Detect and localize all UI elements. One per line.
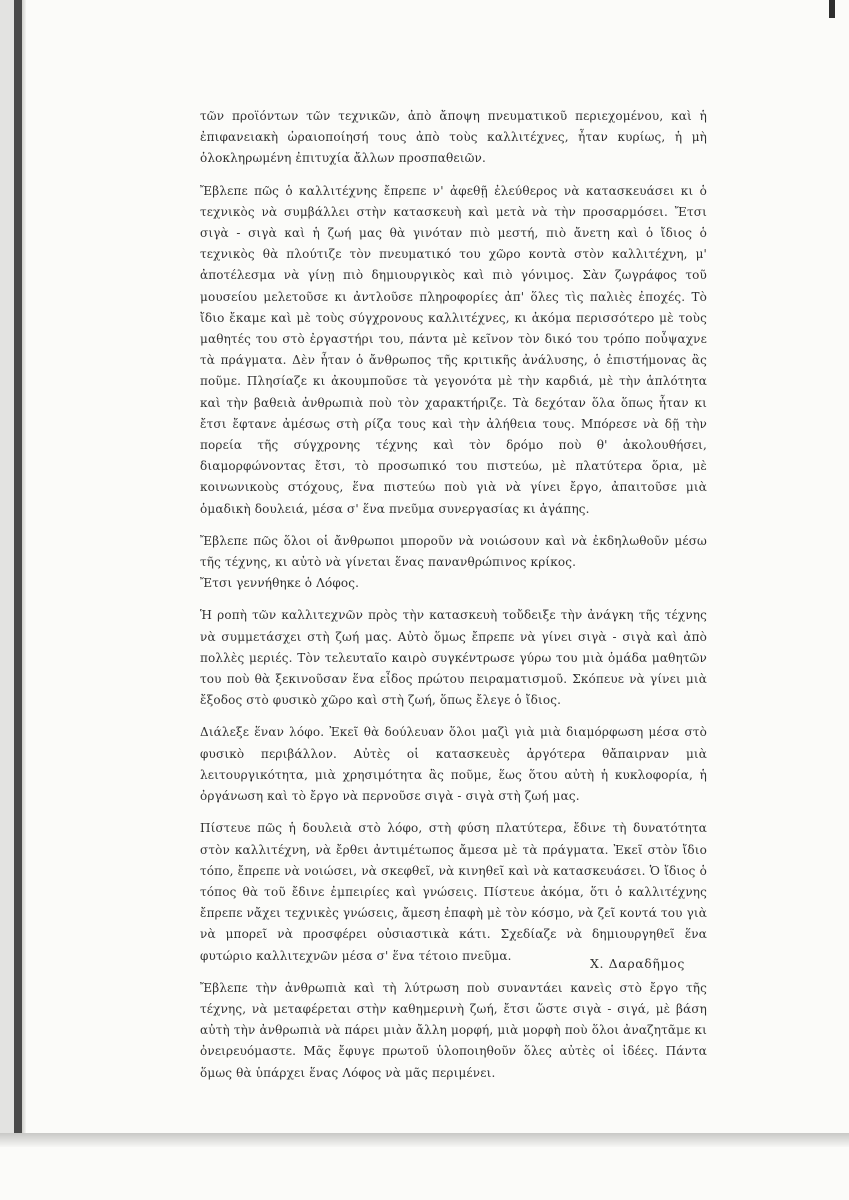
paragraph-3: Ἔβλεπε πῶς ὅλοι οἱ ἄνθρωποι μποροῦν νὰ νοιώσουν καὶ νὰ ἐκδηλωθοῦν μέσω τῆς τέχνης, κι αὐτὸ νὰ γίνεται ἕνας πανανθρώπινος κρίκος. bbox=[200, 533, 707, 570]
paragraph-5: Ἡ ροπὴ τῶν καλλιτεχνῶν πρὸς τὴν κατασκευὴ τοὔδειξε τὴν ἀνάγκη τῆς τέχνης νὰ συμμετάσχει στὴ ζωή μας. Αὐτὸ ὅμως ἔπρεπε νὰ γίνει σιγὰ - σιγὰ καὶ ἀπὸ πολλὲς μεριές. Τὸν τελευταῖο καιρὸ συγκέντρωσε γύρω του μιὰ ὁμάδα μαθητῶν του ποὺ θὰ ξεκινοῦσαν ἕνα εἶδος πρώτου πειραματισμοῦ. Σκόπευε νὰ γίνει μιὰ ἔξοδος στὸ φυσικὸ χῶρο καὶ στὴ ζωή, ὅπως ἔλεγε ὁ ἴδιος. bbox=[200, 608, 707, 708]
paragraph-2: Ἔβλεπε πῶς ὁ καλλιτέχνης ἔπρεπε ν' ἀφεθῇ ἐλεύθερος νὰ κατασκευάσει κι ὁ τεχνικὸς νὰ συμβάλλει στὴν κατασκευὴ καὶ μετὰ νὰ τὴν προσαρμόσει. Ἔτσι σιγὰ - σιγὰ καὶ ἡ ζωή μας θὰ γινόταν πιὸ μεστή, πιὸ ἄνετη καὶ ὁ ἴδιος ὁ τεχνικὸς θὰ πλούτιζε τὸν πνευματικό του χῶρο κοντὰ στὸν καλλιτέχνη, μ' ἀποτέλεσμα νὰ γίνῃ πιὸ δημιουργικὸς καὶ πιὸ γόνιμος. Σὰν ζωγράφος τοῦ μουσείου μελετοῦσε κι ἀντλοῦσε πληροφορίες ἀπ' ὅλες τὶς παλιὲς ἐποχές. Τὸ ἴδιο ἔκαμε καὶ μὲ τοὺς σύγχρονους καλλιτέχνες, κι ἀκόμα περισσότερο μὲ τοὺς μαθητές του στὸ ἐργαστήρι του, πάντα μὲ κεῖνον τὸν δικό του τρόπο ποὖψαχνε τὰ πράγματα. Δὲν ἦταν ὁ ἄνθρωπος τῆς κριτικῆς ἀνάλυσης, ὁ ἐπιστήμονας ἂς ποῦμε. Πλησίαζε κι ἀκουμποῦσε τὰ γεγονότα μὲ τὴν καρδιά, μὲ τὴν ἁπλότητα καὶ τὴν βαθειὰ ἀνθρωπιὰ ποὺ τὸν χαρακτήριζε. Τὰ δεχόταν ὅλα ὅπως ἦταν κι ἔτσι ἔφτανε ἀμέσως στὴ ρίζα τους καὶ τὴν ἀλήθεια τους. Μπόρεσε νὰ δῇ τὴν πορεία τῆς σύγχρονης τέχνης καὶ τὸν δρόμο ποὺ θ' ἀκολουθήσει, διαμορφώνοντας ἔτσι, τὸ προσωπικό του πιστεύω, μὲ πλατύτερα ὅρια, μὲ κοινωνικοὺς στόχους, ἕνα πιστεύω ποὺ γιὰ νὰ γίνει ἔργο, ἀπαιτοῦσε μιὰ ὁμαδικὴ δουλειά, μέσα σ' ἕνα πνεῦμα συνεργασίας κι ἀγάπης. bbox=[200, 183, 707, 516]
page-bottom-shadow bbox=[0, 1133, 849, 1147]
paragraph-1: τῶν προϊόντων τῶν τεχνικῶν, ἀπὸ ἄποψη πνευματικοῦ περιεχομένου, καὶ ἡ ἐπιφανειακὴ ὡραιοποίησή τους ἀπὸ τοὺς καλλιτέχνες, ἦταν κυρίως, ἡ μὴ ὁλοκληρωμένη ἐπιτυχία ἄλλων προσπαθειῶν. bbox=[200, 109, 707, 166]
paragraph-6: Διάλεξε ἕναν λόφο. Ἐκεῖ θὰ δούλευαν ὅλοι μαζὶ γιὰ μιὰ διαμόρφωση μέσα στὸ φυσικὸ περιβάλλον. Αὐτὲς οἱ κατασκευὲς ἀργότερα θἄπαιρναν μιὰ λειτουργικότητα, μιὰ χρησιμότητα ἂς ποῦμε, ἕως ὅτου αὐτὴ ἡ κυκλοφορία, ἡ ὀργάνωση καὶ τὸ ἔργο νὰ περνοῦσε σιγὰ - σιγὰ στὴ ζωή μας. bbox=[200, 725, 707, 804]
scan-corner-mark bbox=[829, 0, 835, 18]
binding-edge-dark bbox=[14, 0, 22, 1133]
paragraph-8: Ἔβλεπε τὴν ἀνθρωπιὰ καὶ τὴ λύτρωση ποὺ συναντάει κανεὶς στὸ ἔργο τῆς τέχνης, νὰ μεταφέρεται στὴν καθημερινὴ ζωή, ἔτσι ὥστε σιγὰ - σιγά, μὲ βάση αὐτὴ τὴν ἀνθρωπιὰ νὰ πάρει μιὰν ἄλλη μορφή, μιὰ μορφὴ ποὺ ὅλοι ἀναζητᾶμε κι ὀνειρευόμαστε. Μᾶς ἔφυγε πρωτοῦ ὑλοποιηθοῦν ὅλες αὐτὲς οἱ ἰδέες. Πάντα ὅμως θὰ ὑπάρχει ἕνας Λόφος νὰ μᾶς περιμένει. bbox=[200, 980, 707, 1080]
paragraph-7: Πίστευε πῶς ἡ δουλειὰ στὸ λόφο, στὴ φύση πλατύτερα, ἔδινε τὴ δυνατότητα στὸν καλλιτέχνη, νὰ ἔρθει ἀντιμέτωπος ἄμεσα μὲ τὰ πράγματα. Ἐκεῖ στὸν ἴδιο τόπο, ἔπρεπε νὰ νοιώσει, νὰ σκεφθεῖ, νὰ κινηθεῖ καὶ νὰ κατασκευάσει. Ὁ ἴδιος ὁ τόπος θὰ τοῦ ἔδινε ἐμπειρίες καὶ γνώσεις. Πίστευε ἀκόμα, ὅτι ὁ καλλιτέχνης ἔπρεπε νἄχει τεχνικὲς γνώσεις, ἄμεση ἐπαφὴ μὲ τὸν κόσμο, νὰ ζεῖ κοντά του γιὰ νὰ μπορεῖ νὰ προσφέρει οὐσιαστικὰ κάτι. Σχεδίαζε νὰ δημιουργηθεῖ ἕνα φυτώριο καλλιτεχνῶν μέσα σ' ἕνα τέτοιο πνεῦμα. bbox=[200, 821, 707, 963]
article-body bbox=[200, 106, 707, 1084]
paragraph-4: Ἔτσι γεννήθηκε ὁ Λόφος. bbox=[200, 576, 360, 591]
binding-shadow bbox=[22, 0, 26, 1133]
author-signature: Χ. Δαραδῆμος bbox=[590, 956, 685, 971]
binding-edge-light bbox=[0, 0, 14, 1133]
